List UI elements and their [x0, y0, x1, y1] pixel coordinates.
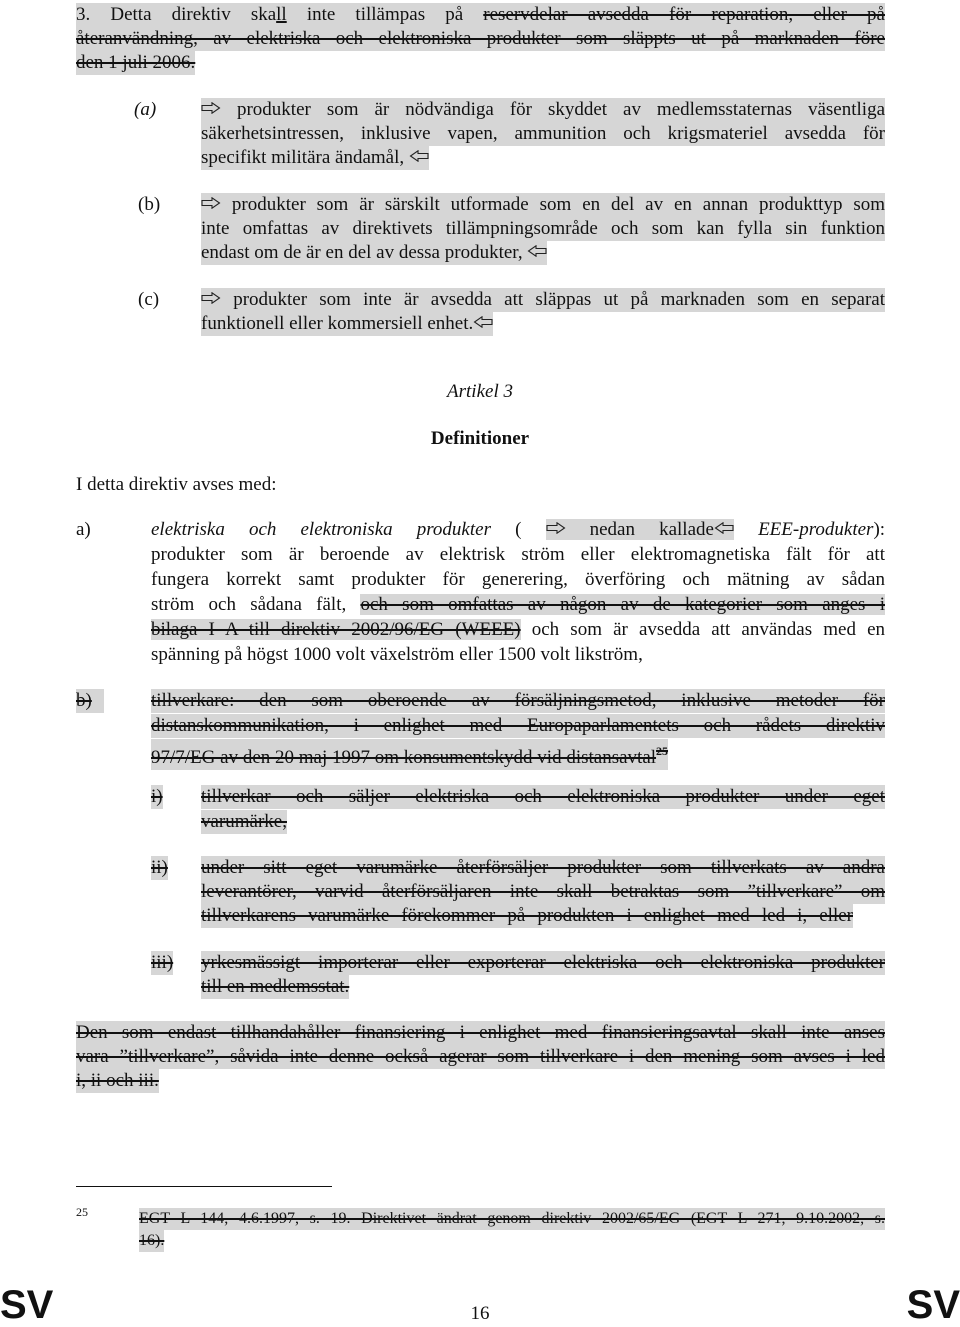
inserted-text: ll: [276, 4, 287, 25]
list-a-line-2: säkerhetsintressen, inklusive vapen, ammunition och krigsmateriel avsedda för: [201, 123, 885, 144]
def-a-line-3: fungera korrekt samt produkter för generering, överföring och mätning av sådan: [151, 569, 885, 590]
list-b-line-2: inte omfattas av direktivets tillämpningsområde och som kan fylla sin funktion: [201, 218, 885, 239]
def-a-line-4: [151, 593, 885, 617]
text: (: [515, 519, 522, 540]
para3-line-2: återanvändning, av elektriska och elektroniska produkter som släppts ut på marknaden före: [76, 28, 885, 49]
arrow-open-right-icon: [546, 522, 566, 534]
list-a-line-3: [201, 146, 429, 170]
footnote-reference: 25: [656, 744, 669, 758]
text: funktionell eller kommersiell enhet.: [201, 313, 474, 334]
def-b-ii-label: ii): [151, 857, 168, 878]
list-label-c: (c): [138, 289, 160, 310]
def-b-iii-line-1: yrkesmässigt importerar eller exporterar elektriska och elektroniska produkter: [201, 952, 885, 973]
arrow-open-left-icon: [714, 522, 734, 534]
def-b-iii-label: iii): [151, 952, 174, 973]
term: elektriska och elektroniska produkter: [151, 519, 491, 540]
text: inte tillämpas på: [286, 4, 484, 25]
def-a-line-5: [151, 618, 885, 642]
text: endast om de är en del av dessa produkter,: [201, 242, 523, 263]
text: och som är avsedda att användas med en: [520, 619, 885, 640]
text: produkter som är särskilt utformade som en del av en annan produkttyp som: [231, 194, 886, 215]
closing-line-3: i, ii och iii.: [76, 1070, 159, 1091]
def-b-ii-line-2: leverantörer, varvid återförsäljaren inte skall betraktas som ”tillverkare” om: [201, 881, 885, 902]
article-intro: I detta direktiv avses med:: [76, 474, 277, 495]
term: EEE-produkter: [758, 519, 874, 540]
def-a-label: a): [76, 519, 91, 540]
text: produkter som är nödvändiga för skyddet av medlemsstaternas väsentliga: [236, 99, 885, 120]
text: 3. Detta direktiv ska: [76, 4, 277, 25]
def-b-line-3: [151, 739, 668, 770]
def-a-line-6: spänning på högst 1000 volt växelström eller 1500 volt likström,: [151, 644, 643, 665]
footnote-line-1: EGT L 144, 4.6.1997, s. 19. Direktivet ändrat genom direktiv 2002/65/EG (EGT L 271, 9.10.2002, s.: [139, 1208, 885, 1230]
def-a-line-1: [151, 518, 885, 542]
list-b-line-1: [201, 193, 885, 217]
footnote-line-2: 16).: [139, 1230, 164, 1252]
def-b-ii-line-3: tillverkarens varumärke förekommer på produkten i enlighet med led i, eller: [201, 905, 853, 926]
para3-line-3: den 1 juli 2006.: [76, 52, 196, 73]
def-b-i-line-1: tillverkar och säljer elektriska och elektroniska produkter under eget: [201, 786, 885, 807]
article-number: Artikel 3: [447, 381, 513, 402]
def-b-i-line-2: varumärke,: [201, 811, 287, 832]
language-code-right: SV: [906, 1283, 960, 1327]
arrow-open-left-icon: [473, 316, 493, 328]
text: ström och sådana fält,: [151, 594, 361, 615]
footnote-separator: [76, 1186, 332, 1187]
arrow-open-right-icon: [201, 292, 221, 304]
inserted-text: nedan kallade: [589, 519, 714, 540]
list-label-a: (a): [134, 99, 157, 120]
arrow-open-left-icon: [527, 245, 547, 257]
closing-line-2: vara ”tillverkare”, såvida inte denne också agerar som tillverkare i den mening som avses i led: [76, 1046, 885, 1067]
def-a-line-2: produkter som är beroende av elektrisk ström eller elektromagnetiska fält för att: [151, 544, 885, 565]
def-b-label: b): [76, 689, 104, 713]
deleted-text: bilaga I A till direktiv 2002/96/EG (WEEE): [151, 619, 521, 640]
deleted-text: och som omfattas av någon av de kategorier som anges i: [360, 594, 885, 615]
arrow-open-left-icon: [409, 150, 429, 162]
list-a-line-1: [201, 98, 885, 122]
arrow-open-right-icon: [201, 102, 221, 114]
list-b-line-3: [201, 241, 547, 265]
def-b-line-1: tillverkare: den som oberoende av försäljningsmetod, inklusive metoder för: [151, 690, 885, 711]
def-b-line-2: distanskommunikation, i enlighet med Europaparlamentets och rådets direktiv: [151, 715, 885, 736]
list-c-line-2: [201, 312, 493, 336]
text: ):: [873, 519, 886, 540]
article-title: Definitioner: [430, 428, 530, 449]
list-label-b: (b): [138, 194, 161, 215]
def-b-ii-line-1: under sitt eget varumärke återförsäljer produkter som tillverkats av andra: [201, 857, 885, 878]
deleted-text: 97/7/EG av den 20 maj 1997 om konsumentskydd vid distansavtal: [151, 747, 657, 768]
language-code-left: SV: [0, 1283, 54, 1327]
closing-line-1: Den som endast tillhandahåller finansiering i enlighet med finansieringsavtal skall inte anses: [76, 1022, 885, 1043]
page-number: 16: [470, 1303, 490, 1324]
def-b-i-label: i): [151, 786, 163, 807]
para3-line-1: [76, 3, 885, 27]
def-b-iii-line-2: till en medlemsstat.: [201, 976, 350, 997]
text: specifikt militära ändamål,: [201, 147, 405, 168]
list-c-line-1: [201, 288, 885, 312]
text: produkter som inte är avsedda att släppas ut på marknaden som en separat: [233, 289, 885, 310]
arrow-open-right-icon: [201, 197, 221, 209]
footnote-number: 25: [76, 1205, 88, 1219]
deleted-text: reservdelar avsedda för reparation, eller på: [483, 4, 885, 25]
